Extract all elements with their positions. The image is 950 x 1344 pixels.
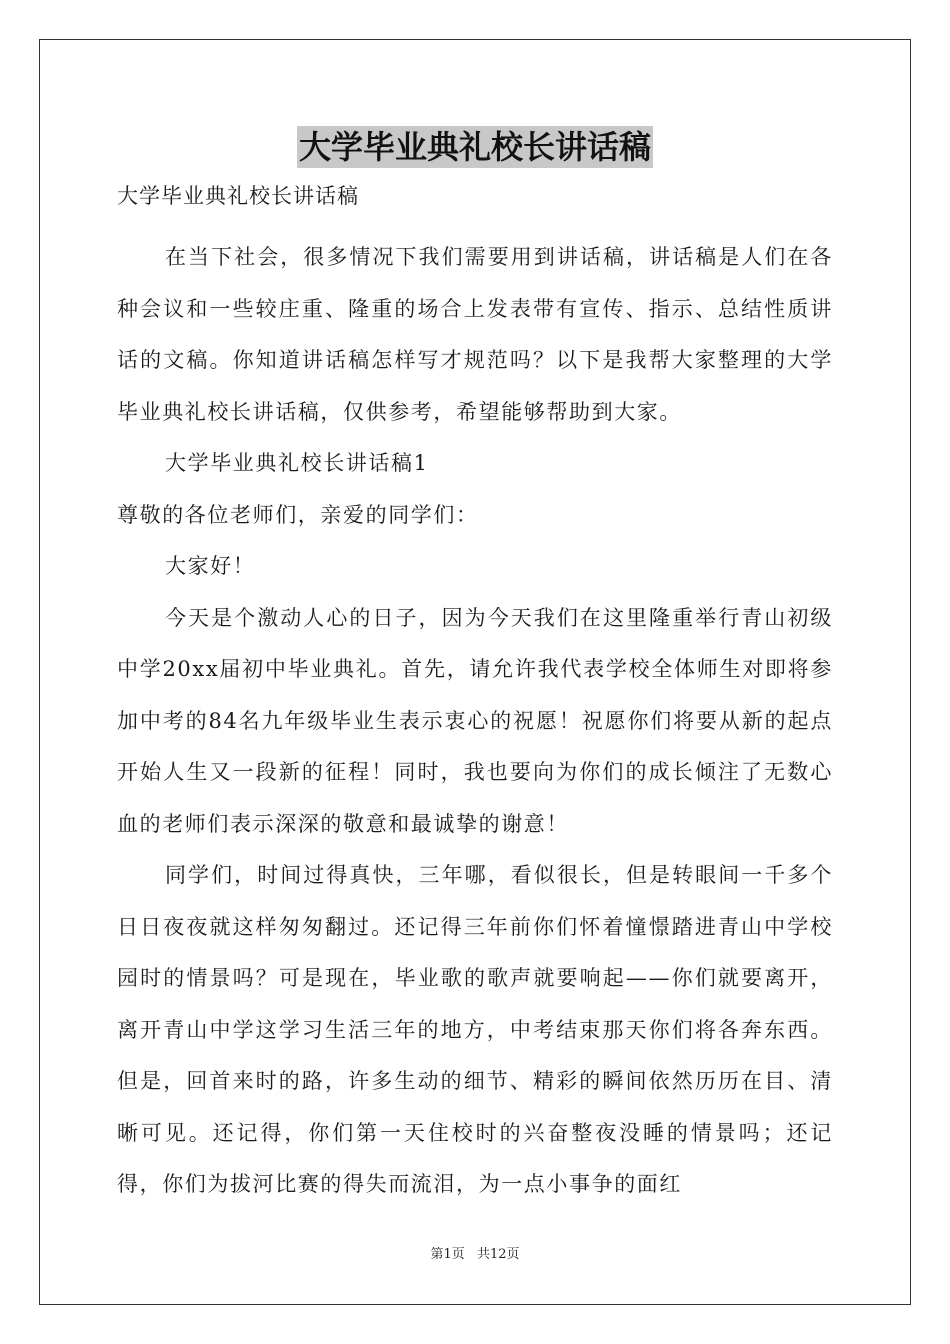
page-footer — [0, 1246, 950, 1264]
document-subtitle: 大学毕业典礼校长讲话稿 — [117, 184, 359, 208]
section-heading: 大学毕业典礼校长讲话稿1 — [165, 451, 429, 475]
intro-paragraph: 在当下社会，很多情况下我们需要用到讲话稿，讲话稿是人们在各种会议和一些较庄重、隆重的场合上发表带有宣传、指示、总结性质讲话的文稿。你知道讲话稿怎样写才规范吗？以下是我帮大家整理的大学毕业典礼校长讲话稿，仅供参考，希望能够帮助到大家。 — [117, 245, 833, 424]
title-container — [117, 126, 833, 170]
page-number: 第1页 — [430, 1247, 465, 1262]
body-paragraph: 同学们，时间过得真快，三年哪，看似很长，但是转眼间一千多个日日夜夜就这样匆匆翻过。还记得三年前你们怀着憧憬踏进青山中学校园时的情景吗？可是现在，毕业歌的歌声就要响起——你们就要离开，离开青山中学这学习生活三年的地方，中考结束那天你们将各奔东西。但是，回首来时的路，许多生动的细节、精彩的瞬间依然历历在目、清晰可见。还记得，你们第一天住校时的兴奋整夜没睡的情景吗；还记得，你们为拔河比赛的得失而流泪，为一点小事争的面红 — [117, 863, 833, 1196]
document-title: 大学毕业典礼校长讲话稿 — [298, 128, 651, 166]
greeting: 大家好！ — [165, 554, 256, 578]
page-total: 共12页 — [476, 1247, 520, 1262]
document-body — [117, 126, 833, 1211]
salutation: 尊敬的各位老师们，亲爱的同学们： — [117, 502, 479, 527]
body-paragraph: 今天是个激动人心的日子，因为今天我们在这里隆重举行青山初级中学20xx届初中毕业典礼。首先，请允许我代表学校全体师生对即将参加中考的84名九年级毕业生表示衷心的祝愿！祝愿你们将要从新的起点开始人生又一段新的征程！同时，我也要向为你们的成长倾注了无数心血的老师们表示深深的敬意和最诚挚的谢意！ — [117, 605, 833, 836]
